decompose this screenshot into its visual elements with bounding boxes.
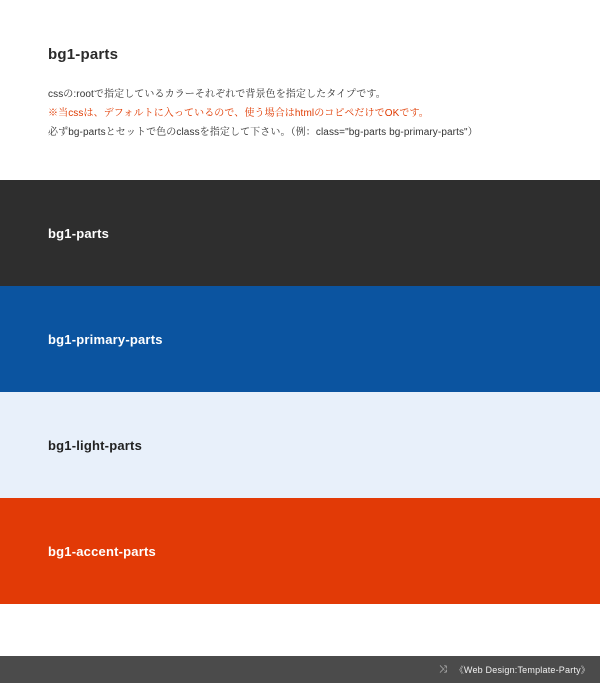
color-block-bg1-light bbox=[0, 392, 600, 498]
color-block-label: bg1-light-parts bbox=[48, 437, 142, 453]
footer-credit: 《Web Design:Template-Party》 bbox=[454, 665, 590, 675]
intro-section bbox=[0, 0, 600, 142]
footer-spacer bbox=[0, 604, 600, 656]
color-block-bg1 bbox=[0, 180, 600, 286]
intro-line-1: cssの:rootで指定しているカラーそれぞれで背景色を指定したタイプです。 bbox=[48, 89, 386, 100]
color-block-bg1-accent bbox=[0, 498, 600, 604]
footer-bar bbox=[0, 656, 600, 683]
shuffle-icon: ⤨ bbox=[438, 663, 447, 675]
intro-line-3: 必ずbg-partsとセットで色のclassを指定して下さい。（例：class="bg-parts bg-primary-parts"） bbox=[48, 127, 478, 138]
color-block-label: bg1-primary-parts bbox=[48, 331, 163, 347]
color-block-bg1-primary bbox=[0, 286, 600, 392]
page-title: bg1-parts bbox=[48, 46, 119, 63]
color-block-list bbox=[0, 180, 600, 604]
color-block-label: bg1-accent-parts bbox=[48, 543, 156, 559]
intro-line-2: ※当cssは、デフォルトに入っているので、使う場合はhtmlのコピペだけでOKです。 bbox=[48, 108, 429, 119]
color-block-label: bg1-parts bbox=[48, 225, 110, 241]
